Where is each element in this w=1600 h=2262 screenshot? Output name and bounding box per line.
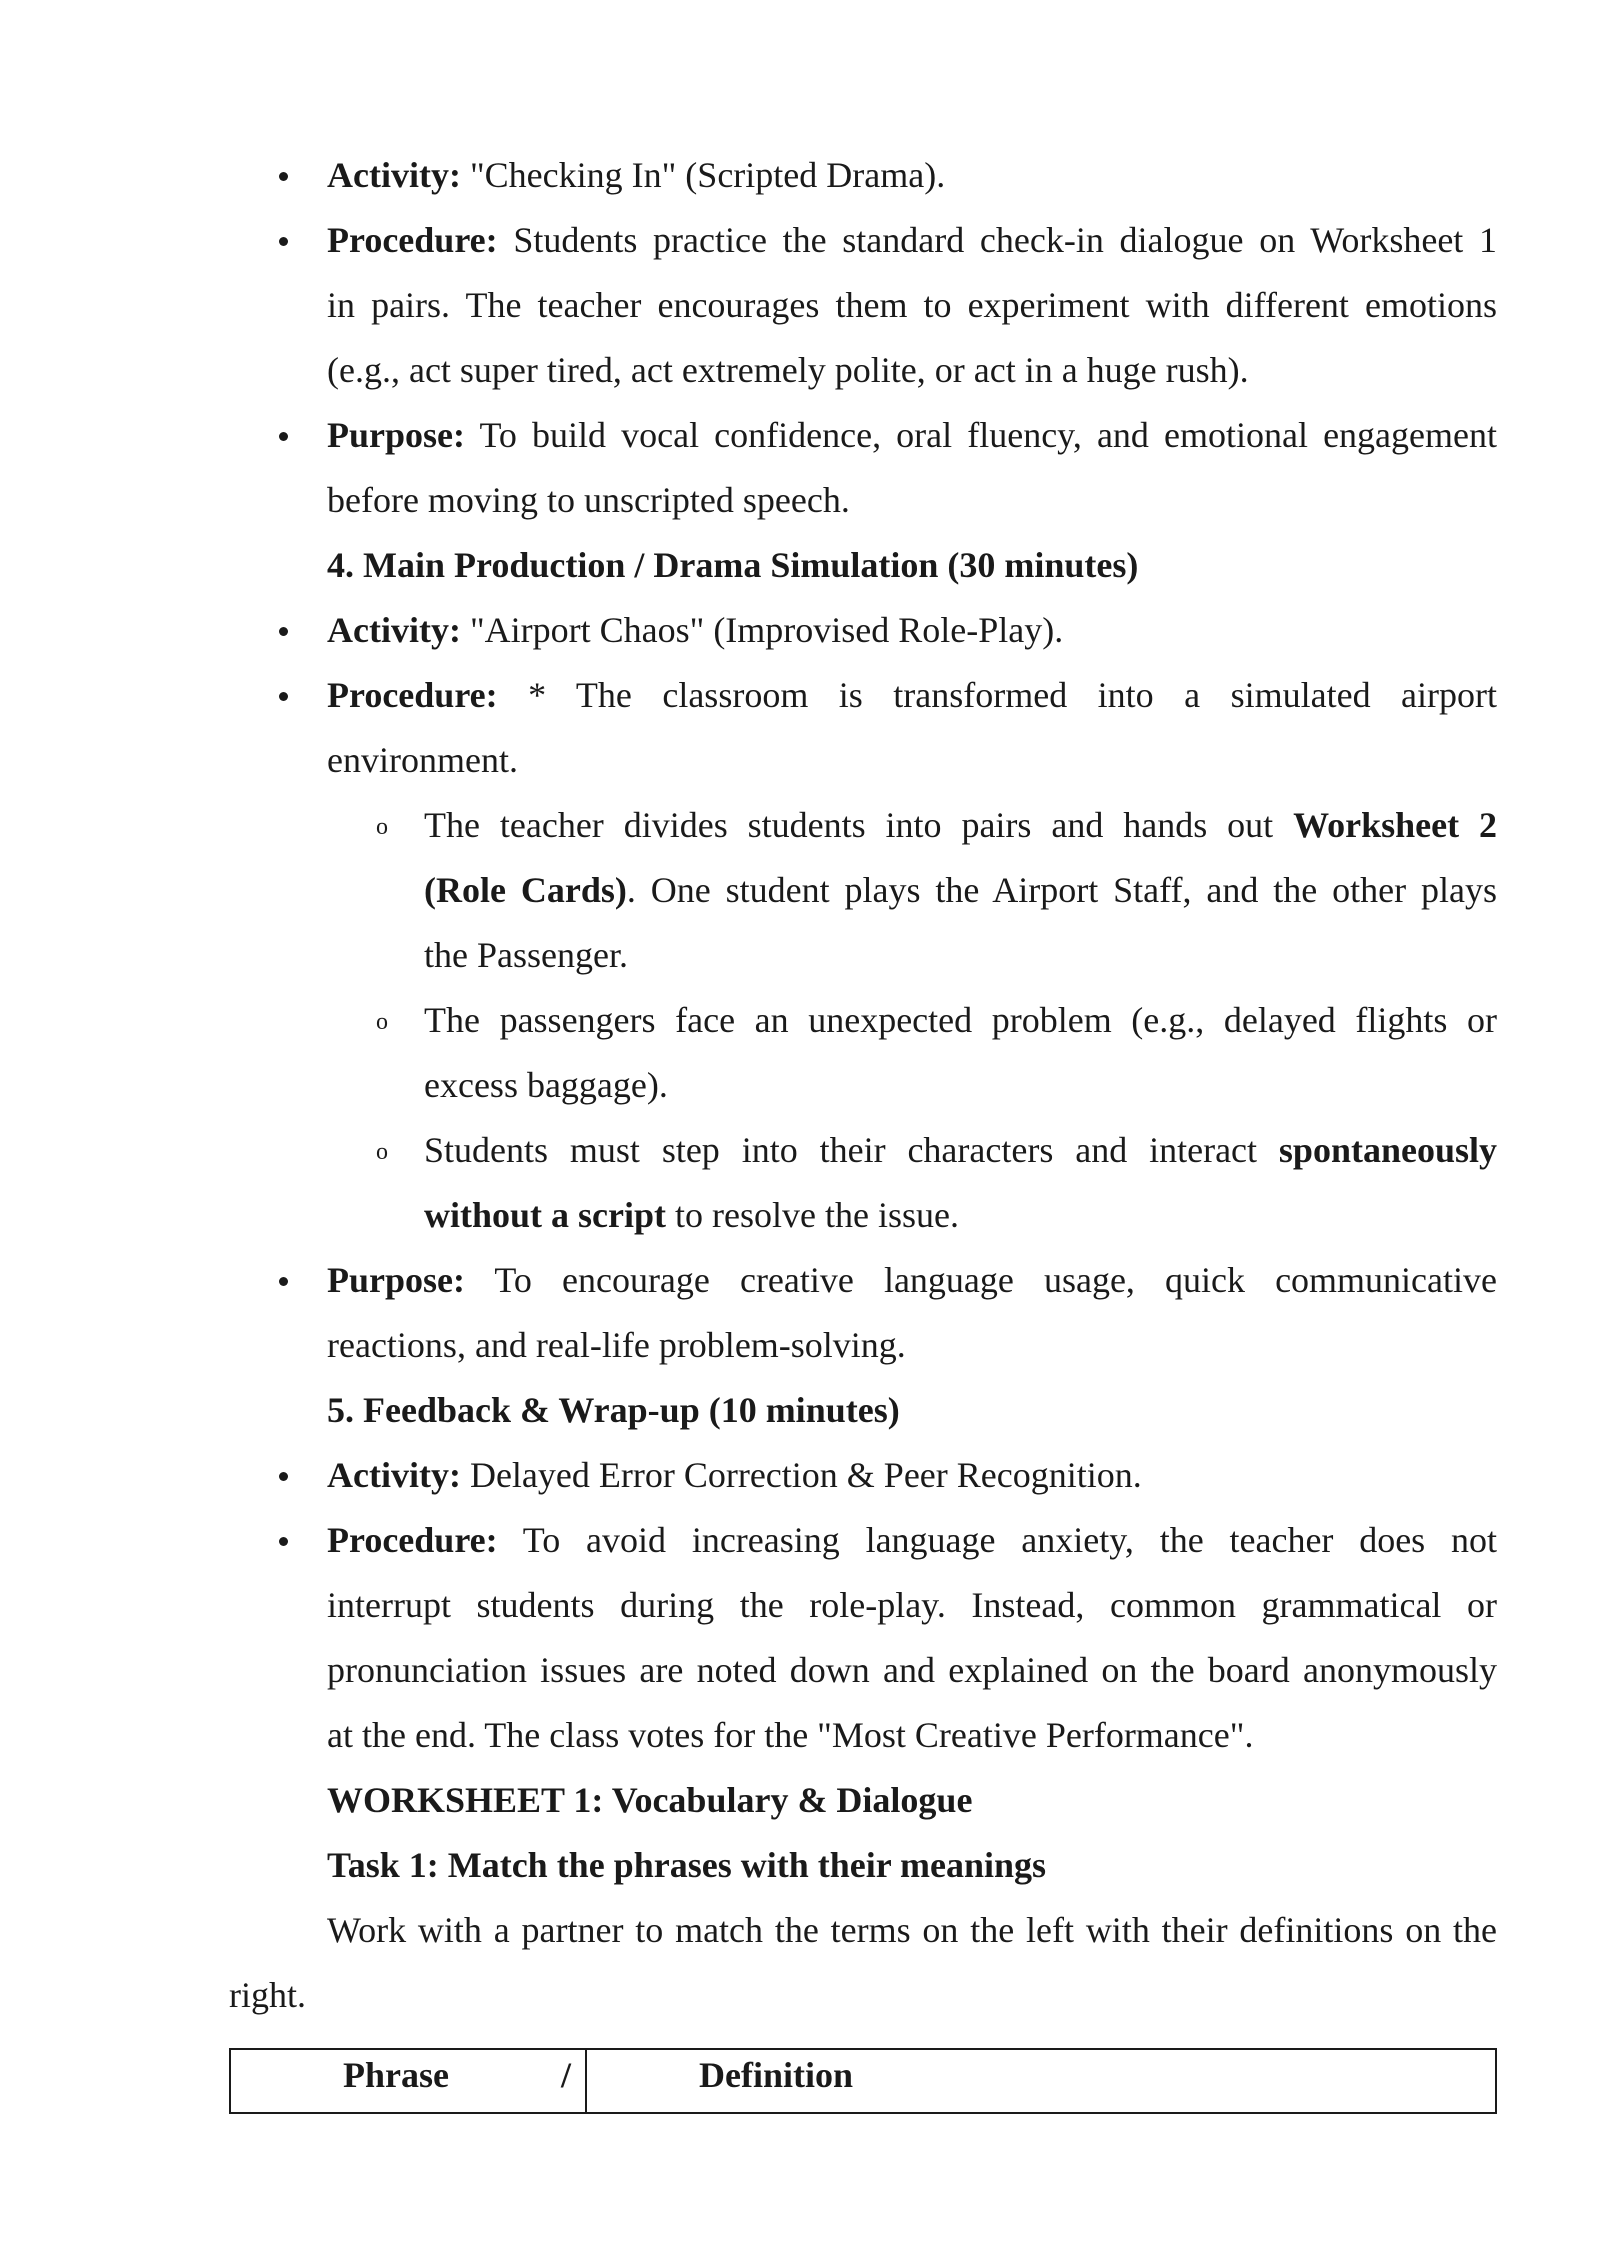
worksheet-heading: WORKSHEET 1: Vocabulary & Dialogue [327,1780,973,1820]
label-procedure: Procedure: [327,675,498,715]
sub-text: The teacher divides students into pairs and hands out [424,805,1294,845]
section-heading-5: 5. Feedback & Wrap-up (10 minutes) [327,1390,900,1430]
sub-item-2-line-2: excess baggage). [424,1065,668,1105]
table-header-row [230,2049,1496,2113]
purpose-line-1 [327,415,1497,455]
sub-text: Students must step into their characters and interact [424,1130,1279,1170]
procedure3-line-1 [327,1520,1497,1560]
label-procedure: Procedure: [327,220,498,260]
procedure2-line-1 [327,675,1497,715]
bullet-icon [277,415,297,455]
table-cell-definition [586,2049,1496,2113]
activity-text: "Checking In" (Scripted Drama). [460,155,946,195]
sub-item-1-line-1 [424,805,1497,845]
purpose-text: To build vocal confidence, oral fluency, and emotional engagement [465,415,1497,455]
label-activity: Activity: [327,1455,461,1495]
circle-bullet-icon: o [376,1009,388,1035]
activity-text: Delayed Error Correction & Peer Recognition. [460,1455,1142,1495]
procedure3-line-2: interrupt students during the role-play. Instead, common grammatical or [327,1585,1497,1625]
label-activity: Activity: [327,155,461,195]
procedure3-line-4: at the end. The class votes for the "Most Creative Performance". [327,1715,1254,1755]
sub-item-3-line-1 [424,1130,1497,1170]
sub-item-1-line-3: the Passenger. [424,935,628,975]
section-heading-4: 4. Main Production / Drama Simulation (30 minutes) [327,545,1139,585]
circle-bullet-icon: o [376,814,388,840]
label-procedure: Procedure: [327,1520,498,1560]
activity-text: "Airport Chaos" (Improvised Role-Play). [460,610,1064,650]
instruction-line-2: right. [229,1975,306,2015]
table-cell-phrase [230,2049,586,2113]
column-separator: / [561,2055,572,2095]
bullet-icon [277,675,297,715]
procedure-line-2: in pairs. The teacher encourages them to experiment with different emotions [327,285,1497,325]
bullet-icon [277,1260,297,1300]
procedure3-line-3: pronunciation issues are noted down and explained on the board anonymously [327,1650,1497,1690]
task-heading: Task 1: Match the phrases with their meanings [327,1845,1047,1885]
procedure2-line-2: environment. [327,740,518,780]
purpose-text: To encourage creative language usage, quick communicative [465,1260,1497,1300]
emphasis-text: spontaneously [1278,1130,1497,1170]
bullet-icon [277,1455,297,1495]
activity-line-1 [327,155,945,195]
label-purpose: Purpose: [327,415,465,455]
label-activity: Activity: [327,610,461,650]
emphasis-text: without a script [424,1195,666,1235]
purpose-line-2: before moving to unscripted speech. [327,480,850,520]
procedure-line-3: (e.g., act super tired, act extremely polite, or act in a huge rush). [327,350,1249,390]
bullet-icon [277,1520,297,1560]
sub-text: . One student plays the Airport Staff, and the other plays [626,870,1497,910]
worksheet-ref: Worksheet 2 [1293,805,1497,845]
label-purpose: Purpose: [327,1260,465,1300]
sub-text: to resolve the issue. [666,1195,959,1235]
purpose2-line-1 [327,1260,1497,1300]
role-cards-ref: (Role Cards) [424,870,627,910]
instruction-line-1: Work with a partner to match the terms on the left with their definitions on the [327,1910,1497,1950]
circle-bullet-icon: o [376,1139,388,1165]
procedure-line-1 [327,220,1497,260]
procedure-text: To avoid increasing language anxiety, the teacher does not [497,1520,1497,1560]
activity-line-3 [327,1455,1142,1495]
matching-table [229,2048,1497,2114]
activity-line-2 [327,610,1063,650]
bullet-icon [277,220,297,260]
sub-item-3-line-2 [424,1195,959,1235]
sub-item-1-line-2 [424,870,1497,910]
bullet-icon [277,610,297,650]
purpose2-line-2: reactions, and real-life problem-solving. [327,1325,906,1365]
procedure-text: * The classroom is transformed into a simulated airport [497,675,1497,715]
column-header-definition: Definition [699,2055,854,2095]
procedure-text: Students practice the standard check-in dialogue on Worksheet 1 [497,220,1497,260]
sub-item-2-line-1: The passengers face an unexpected problem (e.g., delayed flights or [424,1000,1497,1040]
column-header-phrase: Phrase [343,2055,449,2095]
bullet-icon [277,155,297,195]
